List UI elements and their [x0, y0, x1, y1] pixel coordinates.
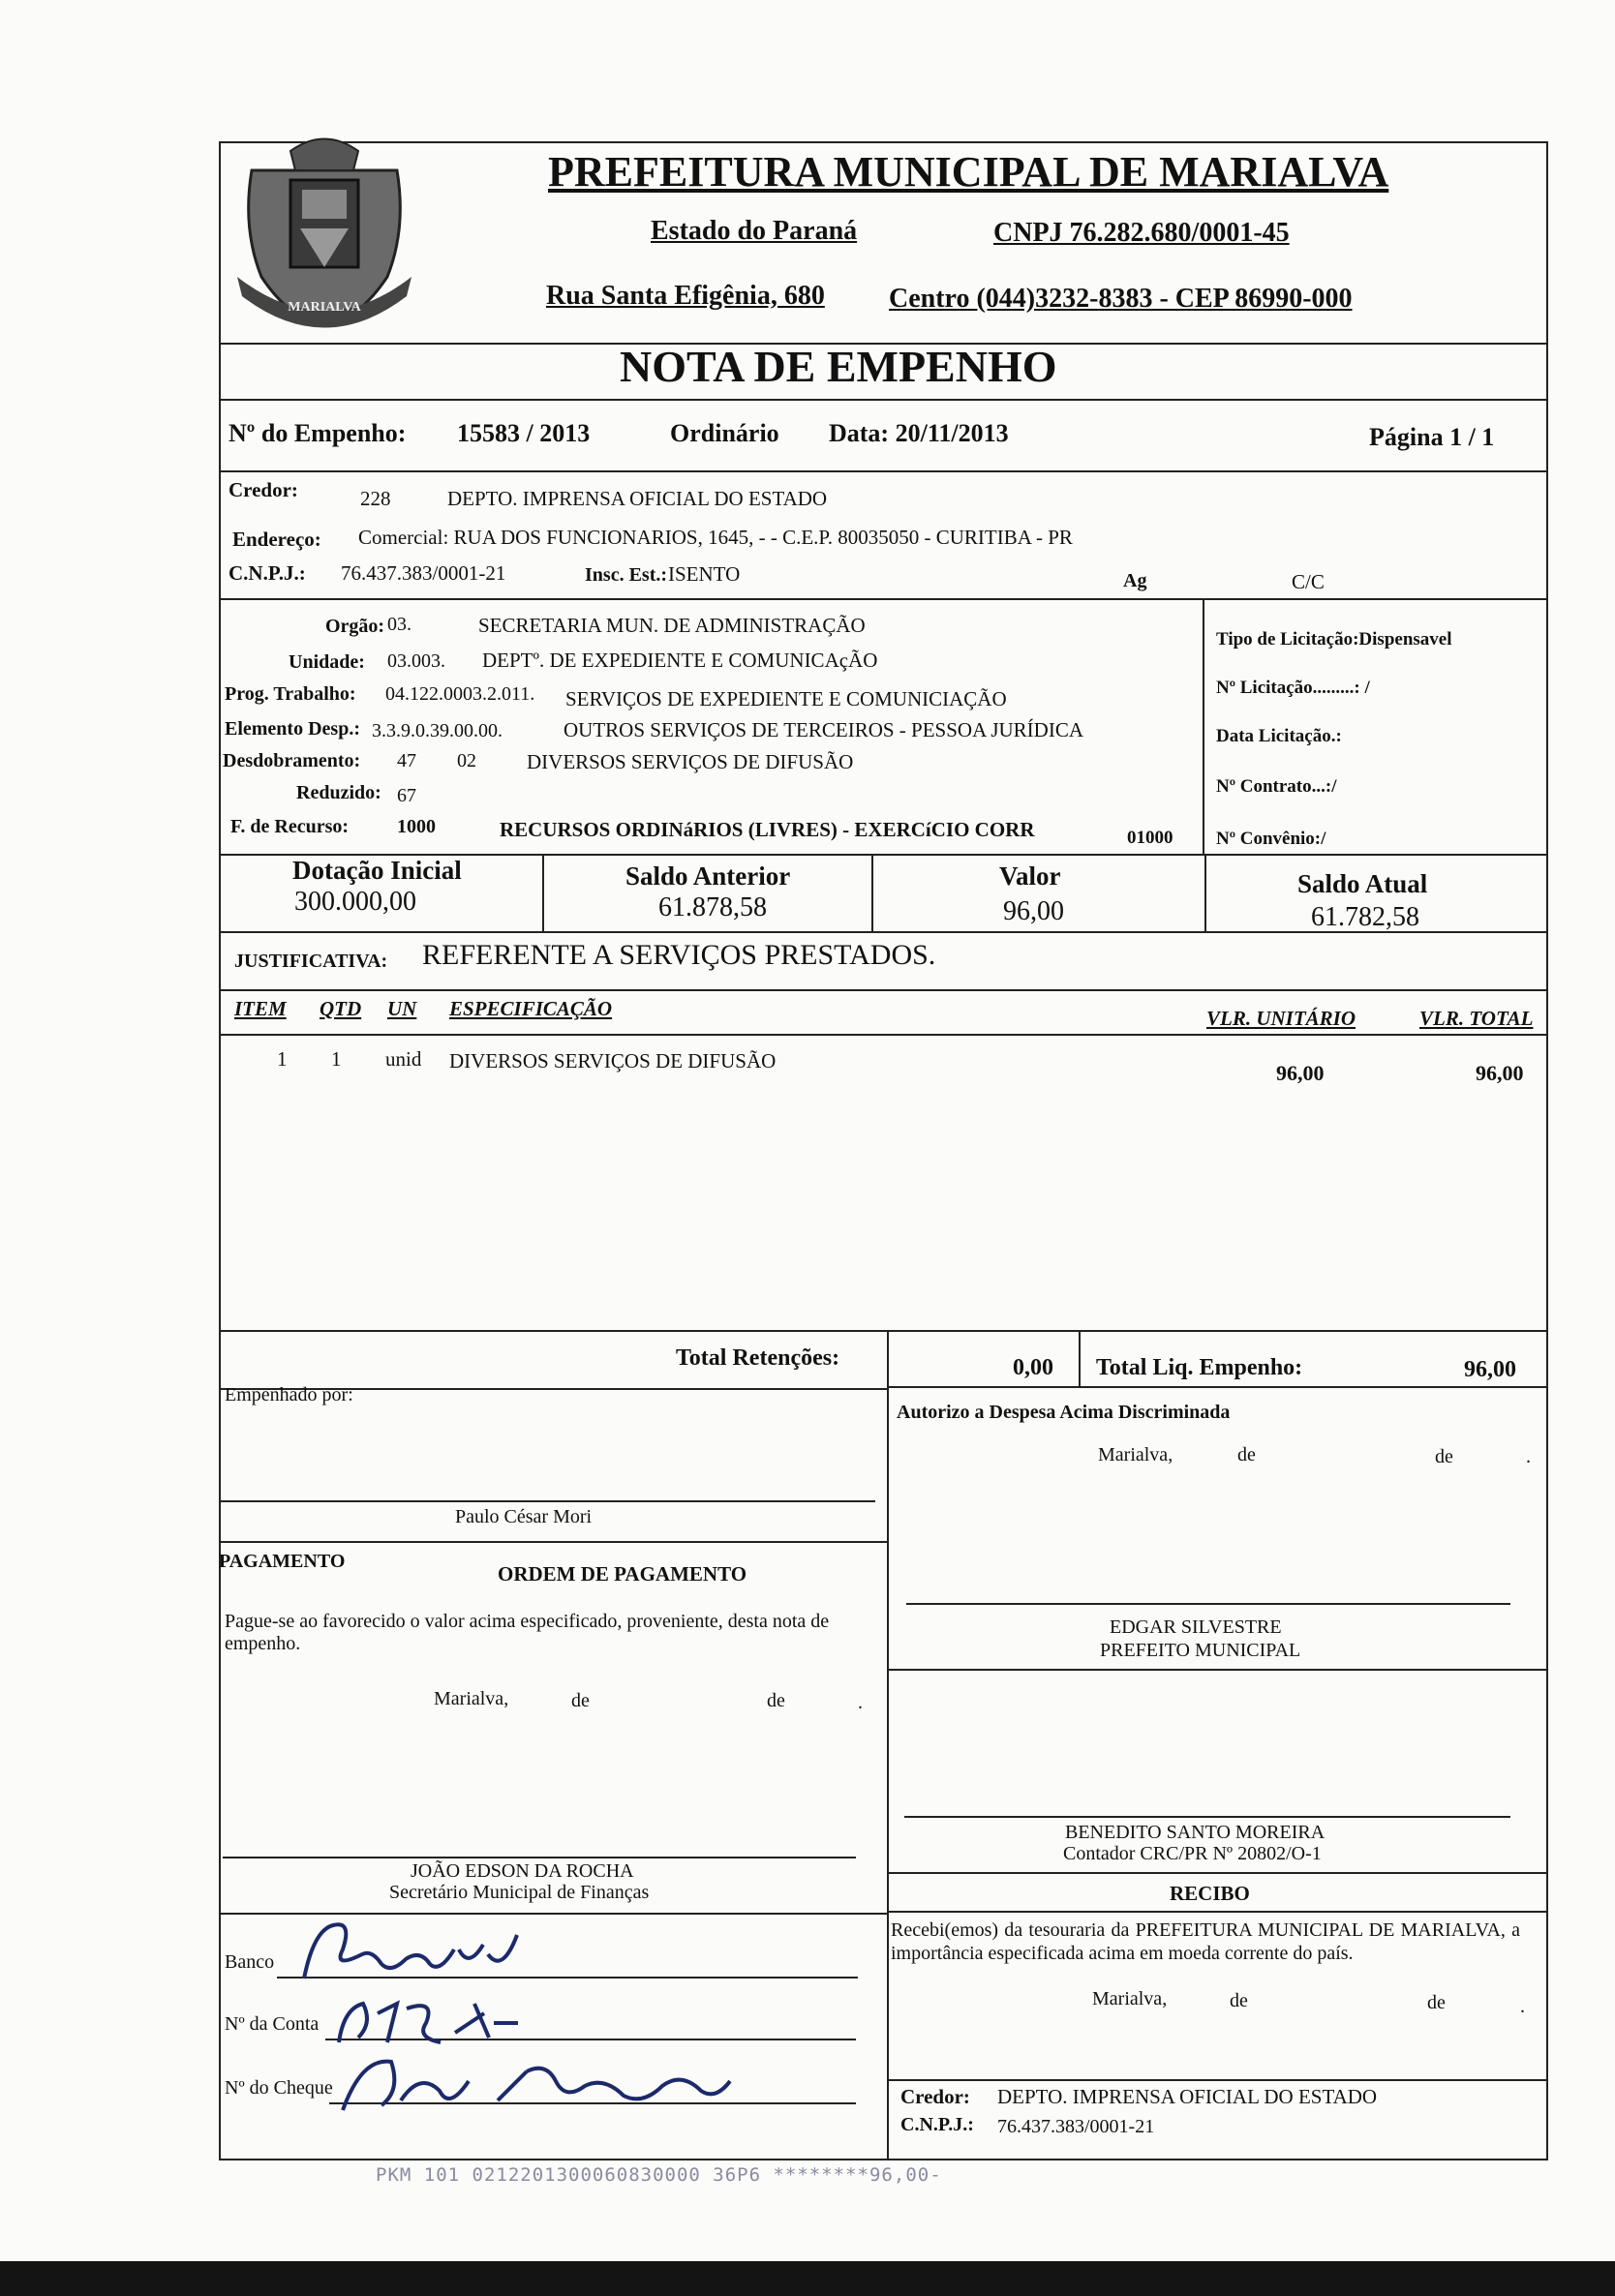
valor-value: 96,00	[1003, 896, 1064, 926]
account-handwriting-signature	[329, 1994, 523, 2052]
prefeito-name: EDGAR SILVESTRE	[1110, 1616, 1282, 1638]
reduzido-code: 67	[397, 785, 416, 806]
item-especificacao: DIVERSOS SERVIÇOS DE DIFUSÃO	[449, 1049, 777, 1072]
cheque-handwriting-signature	[333, 2052, 740, 2120]
ag-label: Ag	[1123, 570, 1147, 591]
contrato-licitacao: Nº Contrato...:/	[1216, 776, 1337, 797]
retencoes-label: Total Retenções:	[676, 1345, 840, 1371]
valor-label: Valor	[999, 861, 1061, 891]
col-qtd: QTD	[320, 997, 362, 1020]
recurso-label: F. de Recurso:	[230, 816, 350, 837]
autorizo-de-1: de	[1237, 1444, 1256, 1465]
recibo-city: Marialva,	[1092, 1988, 1168, 2009]
elemento-code: 3.3.9.0.39.00.00.	[372, 720, 503, 741]
saldo-anterior-value: 61.878,58	[658, 892, 767, 922]
desdobramento-sub: 02	[457, 750, 476, 771]
cnpj-label: CNPJ 76.282.680/0001-45	[993, 218, 1290, 248]
page-title: PREFEITURA MUNICIPAL DE MARIALVA	[548, 148, 1389, 196]
saldo-anterior-label: Saldo Anterior	[625, 861, 791, 891]
desdobramento-label: Desdobramento:	[223, 750, 361, 771]
empenho-label: Nº do Empenho:	[229, 419, 407, 447]
scan-edge	[0, 2261, 1615, 2296]
dotacao-inicial-label: Dotação Inicial	[292, 856, 462, 885]
convenio-licitacao: Nº Convênio:/	[1216, 829, 1326, 849]
col-item: ITEM	[234, 997, 287, 1020]
elemento-name: OUTROS SERVIÇOS DE TERCEIROS - PESSOA JURÍDICA	[564, 718, 1084, 741]
autorizo-city: Marialva,	[1098, 1444, 1173, 1465]
address-field-label: Endereço:	[232, 528, 321, 551]
item-vlr-total: 96,00	[1476, 1061, 1524, 1085]
numero-licitacao: Nº Licitação.........: /	[1216, 678, 1370, 698]
empenhado-name: Paulo César Mori	[455, 1506, 593, 1527]
empenho-date: Data: 20/11/2013	[829, 419, 1009, 447]
liquido-label: Total Liq. Empenho:	[1096, 1355, 1303, 1380]
pagamento-city: Marialva,	[434, 1688, 509, 1709]
col-vlr-total: VLR. TOTAL	[1419, 1007, 1534, 1030]
recibo-cnpj-label: C.N.P.J.:	[900, 2114, 974, 2135]
credor-address: Comercial: RUA DOS FUNCIONARIOS, 1645, - - C.E.P. 80035050 - CURITIBA - PR	[358, 526, 1073, 549]
orgao-code: 03.	[387, 614, 411, 635]
banco-label: Banco	[225, 1951, 275, 1973]
cheque-label: Nº do Cheque	[225, 2077, 333, 2099]
desdobramento-code: 47	[397, 750, 416, 771]
recibo-de-2: de	[1427, 1992, 1446, 2013]
recibo-credor-name: DEPTO. IMPRENSA OFICIAL DO ESTADO	[997, 2085, 1378, 2108]
pagamento-de-2: de	[767, 1690, 785, 1711]
ordem-pagamento-label: ORDEM DE PAGAMENTO	[498, 1562, 747, 1586]
autorizo-dot: .	[1526, 1446, 1531, 1467]
justificativa-label: JUSTIFICATIVA:	[234, 951, 388, 972]
autorizo-de-2: de	[1435, 1446, 1453, 1467]
item-number: 1	[277, 1047, 288, 1071]
recibo-cnpj-value: 76.437.383/0001-21	[997, 2116, 1155, 2137]
liquido-value: 96,00	[1464, 1357, 1516, 1382]
contact-label: Centro (044)3232-8383 - CEP 86990-000	[889, 284, 1353, 314]
municipal-crest-icon	[232, 132, 416, 335]
retencoes-value: 0,00	[1013, 1355, 1053, 1380]
recibo-de-1: de	[1230, 1990, 1248, 2011]
prefeito-role: PREFEITO MUNICIPAL	[1100, 1640, 1301, 1661]
dotacao-inicial-value: 300.000,00	[294, 887, 416, 917]
reduzido-label: Reduzido:	[296, 782, 381, 803]
cc-label: C/C	[1292, 570, 1325, 593]
recibo-dot: .	[1520, 1996, 1525, 2017]
pagamento-label: PAGAMENTO	[219, 1551, 346, 1572]
conta-label: Nº da Conta	[225, 2013, 320, 2035]
col-vlr-unitario: VLR. UNITÁRIO	[1206, 1007, 1356, 1030]
recurso-code: 1000	[397, 816, 436, 837]
empenho-number: 15583 / 2013	[457, 419, 591, 447]
item-vlr-unitario: 96,00	[1276, 1061, 1325, 1085]
credor-name: DEPTO. IMPRENSA OFICIAL DO ESTADO	[447, 487, 828, 510]
contador-role: Contador CRC/PR Nº 20802/O-1	[1063, 1843, 1322, 1864]
pagamento-de-1: de	[571, 1690, 590, 1711]
pagamento-text: Pague-se ao favorecido o valor acima especificado, proveniente, desta nota de empenho.	[225, 1611, 830, 1654]
desdobramento-name: DIVERSOS SERVIÇOS DE DIFUSÃO	[527, 750, 854, 773]
credor-label: Credor:	[229, 478, 298, 501]
recurso-name: RECURSOS ORDINáRIOS (LIVRES) - EXERCíCIO CORR	[500, 818, 1035, 841]
credor-code: 228	[360, 487, 391, 510]
saldo-atual-value: 61.782,58	[1311, 902, 1419, 932]
col-un: UN	[387, 997, 417, 1020]
unidade-code: 03.003.	[387, 650, 445, 672]
cnpj-field-label: C.N.P.J.:	[229, 561, 306, 585]
contador-name: BENEDITO SANTO MOREIRA	[1065, 1822, 1326, 1843]
recibo-credor-label: Credor:	[900, 2085, 970, 2108]
address-label: Rua Santa Efigênia, 680	[546, 281, 825, 311]
page-number: Página 1 / 1	[1369, 423, 1495, 451]
bank-handwriting-signature	[275, 1920, 527, 1988]
prog-code: 04.122.0003.2.011.	[385, 683, 535, 705]
insc-value: ISENTO	[668, 562, 741, 586]
crest-label: MARIALVA	[288, 300, 361, 315]
orgao-label: Orgão:	[325, 616, 385, 637]
pagamento-dot: .	[858, 1692, 863, 1713]
recibo-text: Recebi(emos) da tesouraria da PREFEITURA MUNICIPAL DE MARIALVA, a importância especificada acima em moeda corrente do país.	[891, 1919, 1520, 1964]
secretario-name: JOÃO EDSON DA ROCHA	[411, 1860, 634, 1882]
recurso-number: 01000	[1127, 828, 1173, 848]
prog-name: SERVIÇOS DE EXPEDIENTE E COMUNICIAÇÃO	[565, 687, 1007, 710]
prog-label: Prog. Trabalho:	[225, 683, 356, 705]
elemento-label: Elemento Desp.:	[225, 718, 360, 740]
bank-stamp: PKM 101 0212201300060830000 36P6 ********96,00-	[376, 2164, 942, 2186]
justificativa-text: REFERENTE A SERVIÇOS PRESTADOS.	[422, 939, 936, 971]
item-qtd: 1	[331, 1047, 342, 1071]
empenho-type: Ordinário	[670, 419, 779, 447]
insc-label: Insc. Est.:	[585, 564, 668, 586]
state-label: Estado do Paraná	[651, 216, 858, 246]
recibo-label: RECIBO	[1170, 1882, 1250, 1905]
col-especificacao: ESPECIFICAÇÃO	[449, 997, 613, 1020]
doc-title: NOTA DE EMPENHO	[620, 342, 1057, 391]
autorizo-label: Autorizo a Despesa Acima Discriminada	[897, 1402, 1231, 1423]
unidade-label: Unidade:	[289, 651, 365, 673]
tipo-licitacao: Tipo de Licitação:Dispensavel	[1216, 629, 1452, 650]
secretario-role: Secretário Municipal de Finanças	[389, 1882, 650, 1903]
empenhado-label: Empenhado por:	[225, 1384, 353, 1405]
unidade-name: DEPTº. DE EXPEDIENTE E COMUNICAçÃO	[482, 649, 878, 672]
credor-cnpj: 76.437.383/0001-21	[341, 561, 506, 585]
data-licitacao: Data Licitação.:	[1216, 726, 1342, 746]
saldo-atual-label: Saldo Atual	[1297, 869, 1428, 898]
orgao-name: SECRETARIA MUN. DE ADMINISTRAÇÃO	[478, 614, 866, 637]
item-un: unid	[385, 1047, 422, 1071]
